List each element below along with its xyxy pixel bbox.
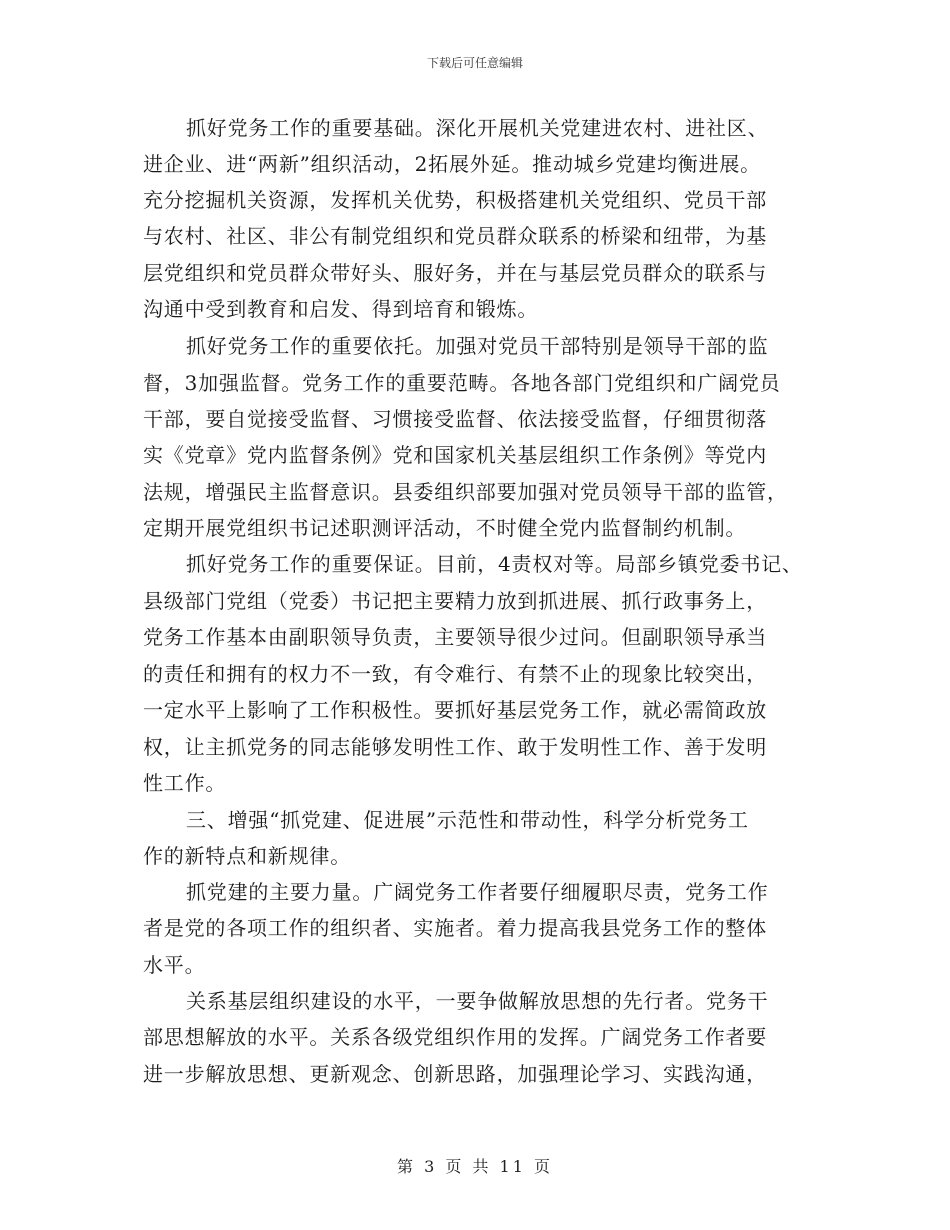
body-line: 党务工作基本由副职领导负责，主要领导很少过问。但副职领导承当 bbox=[143, 625, 767, 649]
body-line: 进企业、进“两新”组织活动，2拓展外延。推动城乡党建均衡进展。 bbox=[143, 152, 761, 176]
body-line: 性工作。 bbox=[143, 771, 227, 795]
body-line: 实《党章》党内监督条例》党和国家机关基层组织工作条例》等党内 bbox=[143, 443, 767, 467]
body-line: 督，3加强监督。党务工作的重要范畴。各地各部门党组织和广阔党员 bbox=[143, 371, 781, 395]
section-heading: 三、增强“抓党建、促进展”示范性和带动性，科学分析党务工 bbox=[186, 808, 749, 832]
body-line: 定期开展党组织书记述职测评活动，不时健全党内监督制约机制。 bbox=[143, 516, 747, 540]
body-line: 权，让主抓党务的同志能够发明性工作、敢于发明性工作、善于发明 bbox=[143, 735, 767, 759]
body-line: 抓党建的主要力量。广阔党务工作者要仔细履职尽责，党务工作 bbox=[186, 880, 769, 904]
body-line: 县级部门党组（党委）书记把主要精力放到抓进展、抓行政事务上， bbox=[143, 589, 767, 613]
body-line: 水平。 bbox=[143, 953, 206, 977]
body-line: 法规，增强民主监督意识。县委组织部要加强对党员领导干部的监管， bbox=[143, 480, 788, 504]
body-line: 一定水平上影响了工作积极性。要抓好基层党务工作，就必需简政放 bbox=[143, 698, 767, 722]
body-line: 部思想解放的水平。关系各级党组织作用的发挥。广阔党务工作者要 bbox=[143, 1025, 767, 1049]
body-line: 与农村、社区、非公有制党组织和党员群众联系的桥梁和纽带，为基 bbox=[143, 224, 767, 248]
page-header: 下载后可任意编辑 bbox=[426, 56, 523, 70]
body-line: 抓好党务工作的重要保证。目前，4责权对等。局部乡镇党委书记、 bbox=[186, 552, 803, 576]
body-line: 抓好党务工作的重要基础。深化开展机关党建进农村、进社区、 bbox=[186, 116, 769, 140]
body-line: 沟通中受到教育和启发、得到培育和锻炼。 bbox=[143, 297, 539, 321]
page-number-footer: 第 3 页 共 11 页 bbox=[397, 1157, 553, 1176]
body-line: 抓好党务工作的重要依托。加强对党员干部特别是领导干部的监 bbox=[186, 334, 769, 358]
body-line: 干部，要自觉接受监督、习惯接受监督、依法接受监督，仔细贯彻落 bbox=[143, 407, 767, 431]
body-line: 者是党的各项工作的组织者、实施者。着力提高我县党务工作的整体 bbox=[143, 916, 767, 940]
body-line: 进一步解放思想、更新观念、创新思路，加强理论学习、实践沟通， bbox=[143, 1062, 767, 1086]
section-heading: 作的新特点和新规律。 bbox=[143, 844, 351, 868]
body-line: 层党组织和党员群众带好头、服好务，并在与基层党员群众的联系与 bbox=[143, 261, 767, 285]
body-line: 关系基层组织建设的水平，一要争做解放思想的先行者。党务干 bbox=[186, 989, 769, 1013]
body-line: 的责任和拥有的权力不一致，有令难行、有禁不止的现象比较突出， bbox=[143, 662, 767, 686]
body-line: 充分挖掘机关资源，发挥机关优势，积极搭建机关党组织、党员干部 bbox=[143, 188, 767, 212]
